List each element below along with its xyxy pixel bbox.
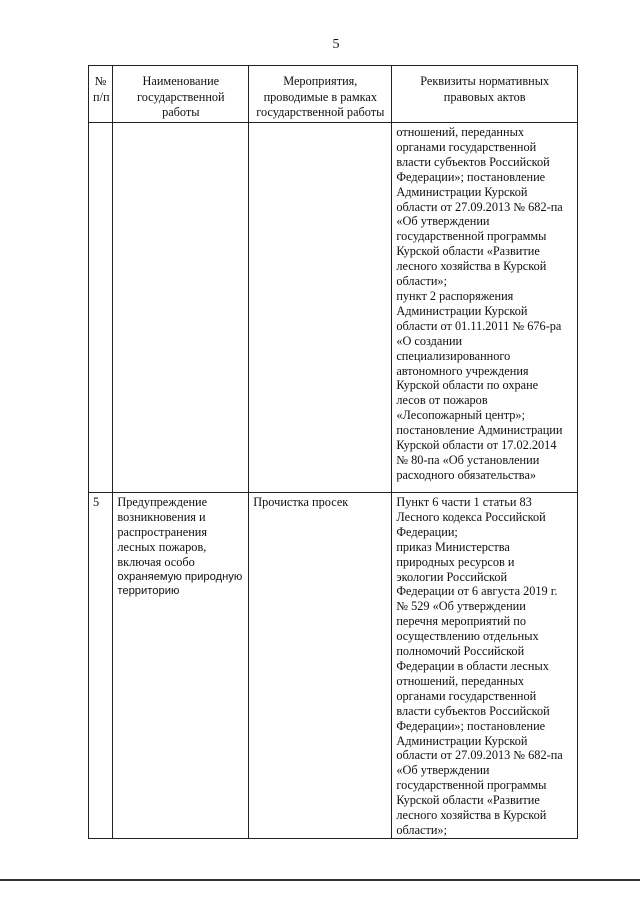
text-line: возникновения и: [117, 509, 206, 524]
header-work-name: Наименование государственной работы: [113, 66, 249, 123]
text-line: «Лесопожарный центр»;: [396, 408, 525, 423]
text-line: Федерации в области лесных: [396, 658, 549, 673]
text-line: постановление Администрации: [396, 423, 563, 438]
text-line: области от 27.09.2013 № 682-па: [396, 199, 563, 214]
text-line: осуществлению отдельных: [396, 629, 539, 644]
cell-legal-acts: [392, 123, 578, 493]
text-line: власти субъектов Российской: [396, 154, 550, 169]
text-line: области»;: [396, 822, 447, 837]
header-legal-acts: Реквизиты нормативных правовых актов: [392, 66, 578, 123]
text-line: области от 01.11.2011 № 676-ра: [396, 318, 562, 333]
text-line: перечня мероприятий по: [396, 614, 527, 629]
text-line: области»;: [396, 274, 447, 289]
text-line: отношений, переданных: [396, 125, 525, 139]
text-line: Лесного кодекса Российской: [396, 509, 546, 524]
text-line: Пункт 6 части 1 статьи 83: [396, 495, 532, 509]
text-line: полномочий Российской: [396, 644, 525, 659]
text-line: «Об утверждении: [396, 214, 490, 229]
text-line: лесного хозяйства в Курской: [396, 808, 547, 823]
text-line: Курской области по охране: [396, 378, 539, 393]
text-line: автономного учреждения: [396, 363, 529, 378]
text-line: государственной программы: [396, 778, 547, 793]
text-line: Курской области «Развитие: [396, 793, 540, 808]
header-num: № п/п: [89, 66, 113, 123]
text-line: Федерации от 6 августа 2019 г.: [396, 584, 558, 599]
text-line: «Об утверждении: [396, 763, 490, 778]
text-line: Администрации Курской: [396, 733, 528, 748]
text-line: № 529 «Об утверждении: [396, 599, 526, 614]
text-line: Федерации»; постановление: [396, 718, 546, 733]
cell-num: 5: [89, 493, 113, 839]
text-line: распространения: [117, 524, 208, 539]
text-line: территорию: [117, 585, 180, 598]
cell-legal-acts: [392, 493, 578, 839]
page-number: 5: [332, 37, 340, 52]
regulatory-table: [88, 65, 578, 839]
cell-work-name: [113, 493, 249, 839]
scan-edge-line: [0, 879, 640, 881]
cell-events: [249, 123, 392, 493]
text-line: Федерации;: [396, 524, 458, 539]
text-line: органами государственной: [396, 688, 537, 703]
text-line: расходного обязательства»: [396, 467, 537, 482]
text-line: «О создании: [396, 333, 463, 348]
text-line: Курской области «Развитие: [396, 244, 540, 259]
text-line: Курской области от 17.02.2014: [396, 438, 557, 453]
text-line: включая особо: [117, 554, 195, 569]
text-line: лесного хозяйства в Курской: [396, 259, 547, 274]
table-header-row: [89, 66, 578, 123]
text-line: Администрации Курской: [396, 303, 528, 318]
header-events: Мероприятия, проводимые в рамках государственной работы: [249, 66, 392, 123]
text-line: лесных пожаров,: [117, 539, 207, 554]
text-line: лесов от пожаров: [396, 393, 488, 408]
text-line: Администрации Курской: [396, 184, 528, 199]
text-line: приказ Министерства: [396, 539, 510, 554]
table-row: [89, 493, 578, 839]
text-line: специализированного: [396, 348, 511, 363]
text-line: пункт 2 распоряжения: [396, 288, 514, 303]
text-line: природных ресурсов и: [396, 554, 515, 569]
text-line: экологии Российской: [396, 569, 508, 584]
cell-events: Прочистка просек: [249, 493, 392, 839]
text-line: отношений, переданных: [396, 673, 525, 688]
table-row: [89, 123, 578, 493]
text-line: Федерации»; постановление: [396, 169, 546, 184]
text-line: органами государственной: [396, 139, 537, 154]
text-line: власти субъектов Российской: [396, 703, 550, 718]
text-line: области от 27.09.2013 № 682-па: [396, 748, 563, 763]
text-line: № 80-па «Об установлении: [396, 452, 540, 467]
cell-work-name: [113, 123, 249, 493]
text-line: государственной программы: [396, 229, 547, 244]
cell-num: [89, 123, 113, 493]
text-line: охраняемую природную: [117, 570, 243, 583]
text-line: Предупреждение: [117, 495, 208, 509]
